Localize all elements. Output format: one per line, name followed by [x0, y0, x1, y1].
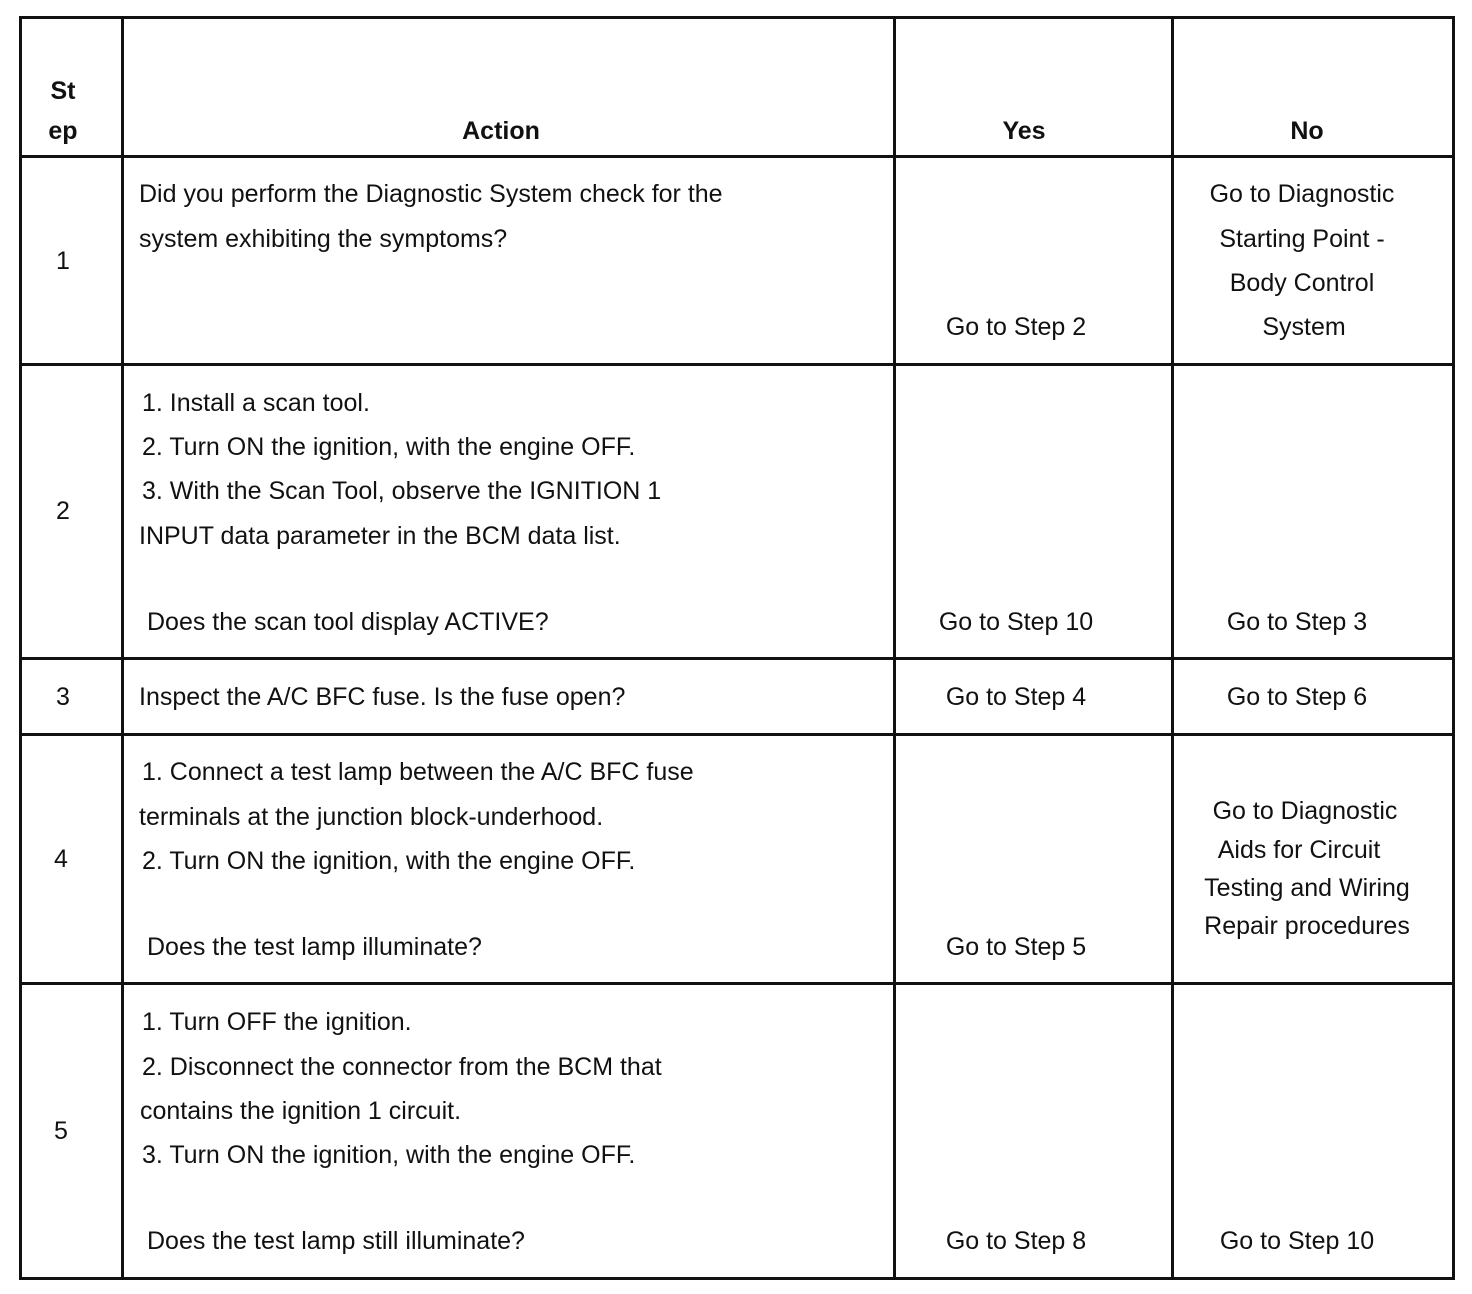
action-line: 2. Turn ON the ignition, with the engine OFF. — [142, 433, 636, 461]
action-line: 3. Turn ON the ignition, with the engine OFF. — [142, 1141, 636, 1169]
step-number: 2 — [56, 497, 70, 525]
no-cell-line: Testing and Wiring — [1204, 874, 1410, 902]
column-divider — [893, 16, 896, 1280]
action-line: 1. Turn OFF the ignition. — [142, 1008, 412, 1036]
action-line: contains the ignition 1 circuit. — [140, 1097, 462, 1125]
action-line: INPUT data parameter in the BCM data list. — [139, 522, 621, 550]
column-divider — [121, 16, 124, 1280]
action-line: Did you perform the Diagnostic System check for the — [139, 180, 723, 208]
header-step-line2: ep — [48, 117, 78, 145]
yes-cell: Go to Step 10 — [938, 608, 1094, 636]
header-divider — [19, 155, 1455, 158]
row-divider — [19, 733, 1455, 736]
table-border-bottom — [19, 1277, 1455, 1280]
no-cell-line: Aids for Circuit — [1217, 836, 1381, 864]
row-divider — [19, 982, 1455, 985]
action-question: Does the scan tool display ACTIVE? — [147, 608, 549, 636]
no-cell-line: Go to Diagnostic — [1212, 797, 1398, 825]
yes-cell: Go to Step 5 — [945, 933, 1087, 961]
no-cell-line: Repair procedures — [1204, 912, 1410, 940]
no-cell-line: System — [1262, 313, 1346, 341]
step-number: 4 — [54, 845, 68, 873]
header-action: Action — [462, 117, 540, 145]
action-line: 1. Connect a test lamp between the A/C BFC fuse — [142, 758, 694, 786]
no-cell-line: Starting Point - — [1219, 225, 1385, 253]
yes-cell: Go to Step 4 — [945, 683, 1087, 711]
header-step-line1: St — [50, 77, 76, 105]
diagnostic-table — [19, 16, 1455, 1280]
row-divider — [19, 363, 1455, 366]
no-cell-line: Go to Step 10 — [1219, 1227, 1375, 1255]
yes-cell: Go to Step 8 — [945, 1227, 1087, 1255]
action-line: 2. Turn ON the ignition, with the engine OFF. — [142, 847, 636, 875]
step-number: 3 — [56, 683, 70, 711]
action-line: Inspect the A/C BFC fuse. Is the fuse open? — [139, 683, 626, 711]
table-border-right — [1452, 16, 1455, 1280]
table-border-top — [19, 16, 1455, 19]
action-question: Does the test lamp still illuminate? — [147, 1227, 525, 1255]
no-cell-line: Go to Diagnostic — [1209, 180, 1395, 208]
action-question: Does the test lamp illuminate? — [147, 933, 482, 961]
header-no: No — [1290, 117, 1324, 145]
action-line: system exhibiting the symptoms? — [139, 225, 508, 253]
action-line: 2. Disconnect the connector from the BCM that — [142, 1053, 662, 1081]
step-number: 1 — [56, 247, 70, 275]
table-border-left — [19, 16, 22, 1280]
row-divider — [19, 657, 1455, 660]
yes-cell: Go to Step 2 — [945, 313, 1087, 341]
action-line: 1. Install a scan tool. — [142, 389, 370, 417]
action-line: terminals at the junction block-underhood. — [139, 803, 604, 831]
column-divider — [1171, 16, 1174, 1280]
no-cell-line: Go to Step 3 — [1226, 608, 1368, 636]
no-cell-line: Go to Step 6 — [1226, 683, 1368, 711]
no-cell-line: Body Control — [1229, 269, 1375, 297]
action-line: 3. With the Scan Tool, observe the IGNITION 1 — [142, 477, 662, 505]
header-yes: Yes — [1002, 117, 1046, 145]
step-number: 5 — [54, 1117, 68, 1145]
